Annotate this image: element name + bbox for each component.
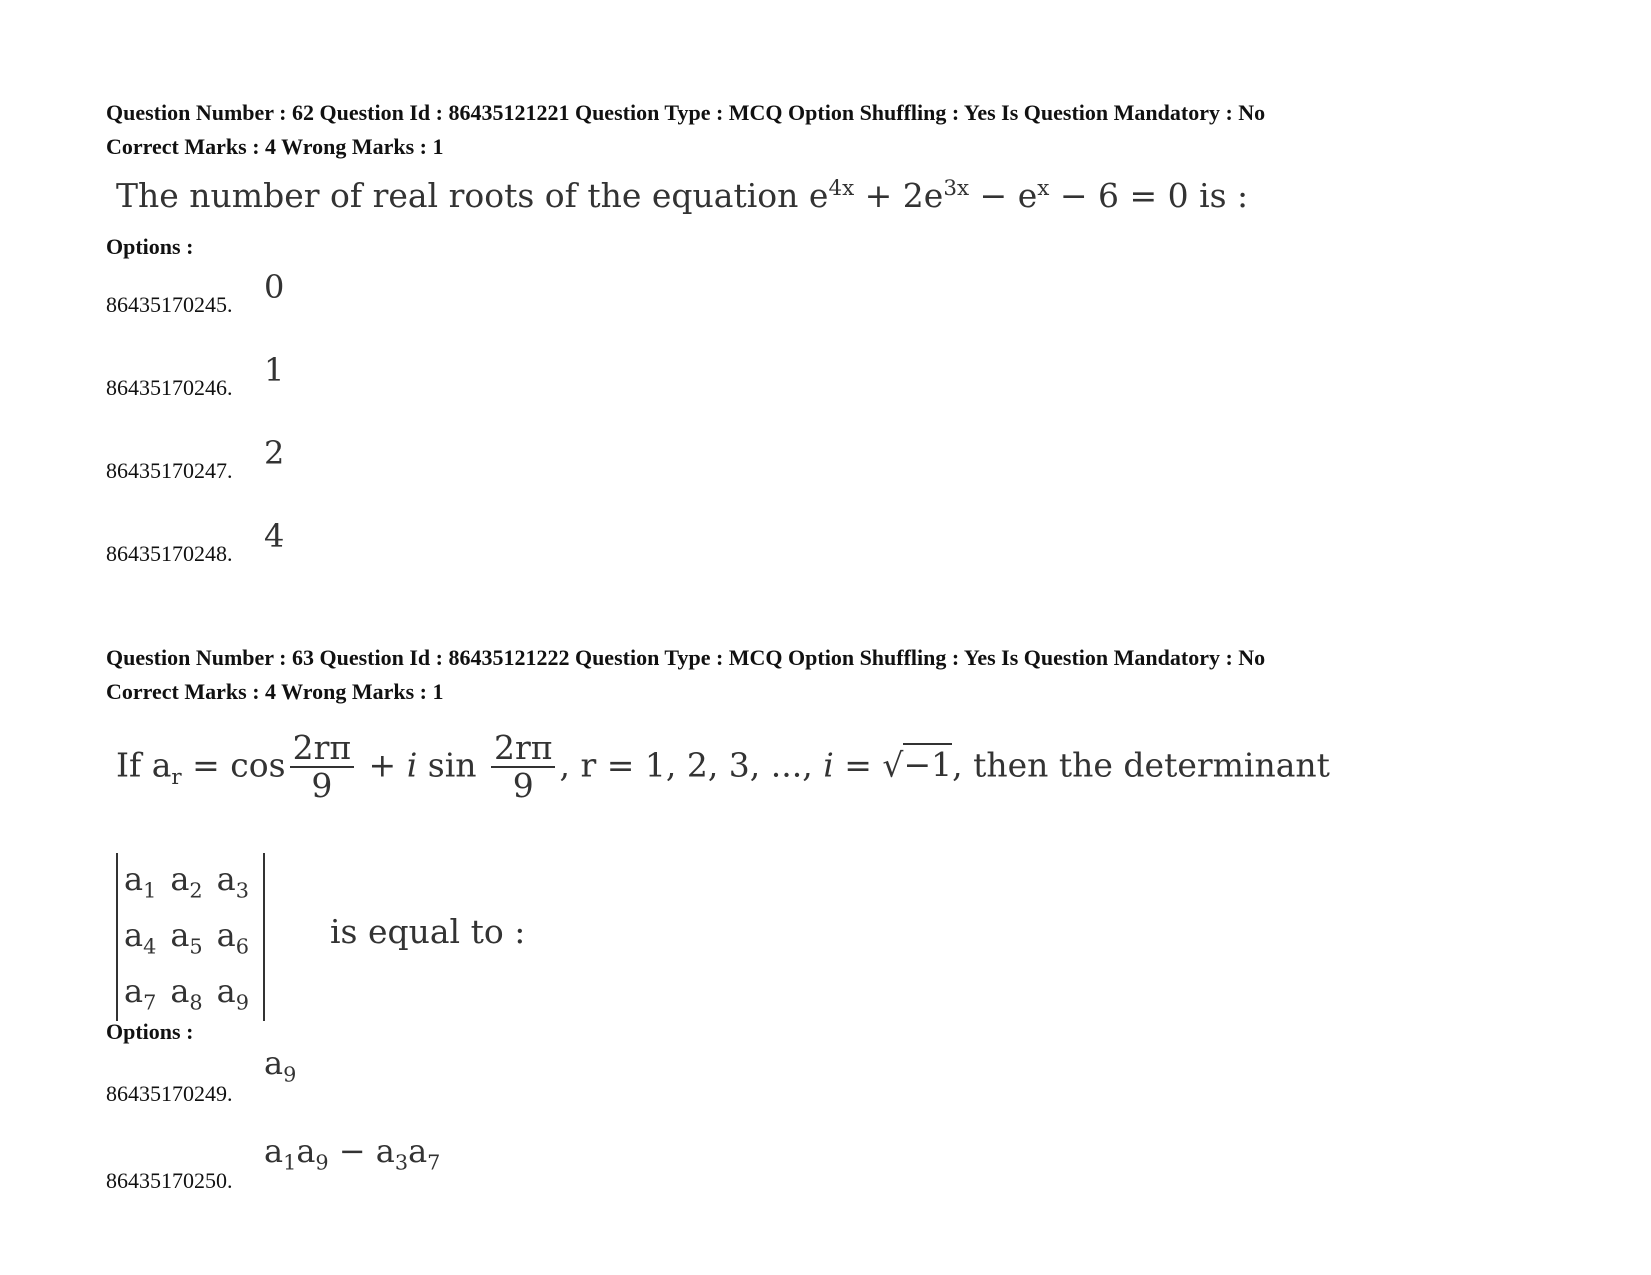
question-62-header-line1: Question Number : 62 Question Id : 86435121221 Question Type : MCQ Option Shuffling : Yes Is Question Mandatory : No — [106, 100, 1266, 125]
det-cell: $a_2$ — [170, 859, 203, 903]
determinant — [116, 853, 265, 1021]
det-cell: $a_7$ — [124, 971, 157, 1015]
det-cell: $a_4$ — [124, 915, 157, 959]
det-cell: $a_3$ — [216, 859, 249, 903]
fraction-sin: $\frac{2r\pi}{9}$ — [491, 730, 555, 805]
question-63-options-label: Options : — [106, 1019, 194, 1044]
question-63-header-line1: Question Number : 63 Question Id : 86435121222 Question Type : MCQ Option Shuffling : Yes Is Question Mandatory : No — [106, 645, 1266, 670]
fraction-cos: $\frac{2r\pi}{9}$ — [290, 730, 354, 805]
option-id: 86435170246. — [106, 375, 233, 400]
det-cell: $a_5$ — [170, 915, 203, 959]
option-value: 0 — [264, 268, 285, 306]
question-62-stem: The number of real roots of the equation $e^{4x} + 2e^{3x} - e^x - 6 = 0$ is : — [116, 176, 1249, 215]
question-62-options-label: Options : — [106, 234, 194, 259]
det-cell: $a_8$ — [170, 971, 203, 1015]
option-id: 86435170250. — [106, 1168, 233, 1193]
option-value: 2 — [264, 434, 285, 472]
option-value: 4 — [264, 517, 285, 555]
option-value: 1 — [264, 351, 285, 389]
option-value: $a_1a_9 - a_3a_7$ — [264, 1132, 441, 1175]
question-63-stem: If $a_r = \cos$ $\frac{2r\pi}{9}$ + i sin $\frac{2r\pi}{9}$ , r = 1, 2, 3, ..., i = √−1, then the determinant — [116, 728, 1330, 806]
question-62-header-line2: Correct Marks : 4 Wrong Marks : 1 — [106, 134, 444, 159]
option-value: $a_9$ — [264, 1044, 297, 1087]
det-cell: $a_9$ — [216, 971, 249, 1015]
option-id: 86435170248. — [106, 541, 233, 566]
det-cell: $a_6$ — [216, 915, 249, 959]
determinant-tail-text: is equal to : — [330, 912, 526, 951]
det-cell: $a_1$ — [124, 859, 157, 903]
option-id: 86435170249. — [106, 1081, 233, 1106]
option-id: 86435170247. — [106, 458, 233, 483]
question-63-header-line2: Correct Marks : 4 Wrong Marks : 1 — [106, 679, 444, 704]
option-id: 86435170245. — [106, 292, 233, 317]
